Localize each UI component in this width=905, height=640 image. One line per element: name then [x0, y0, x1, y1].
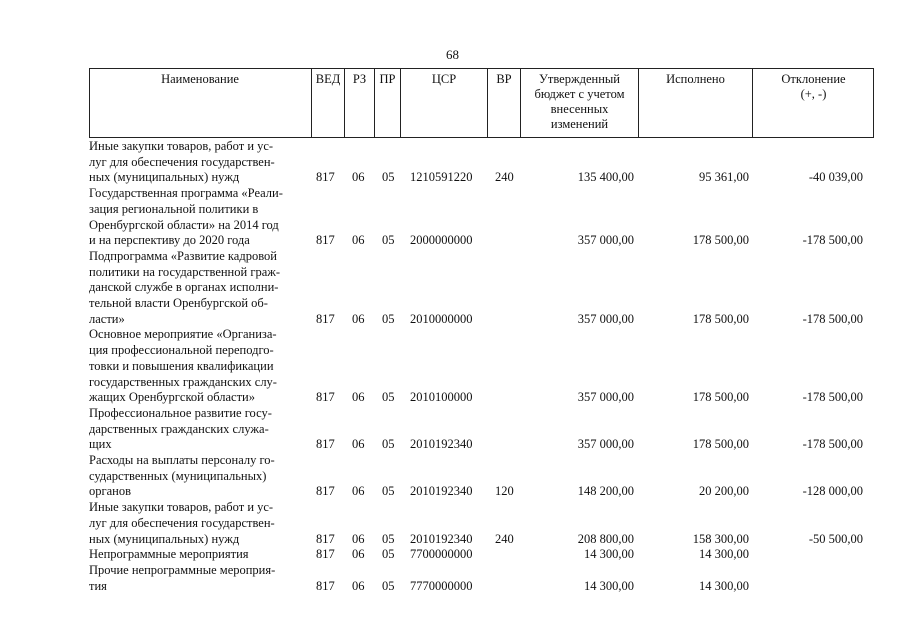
table-header — [89, 68, 874, 138]
cell-ved: 817 — [316, 531, 335, 546]
cell-rz: 06 — [352, 484, 365, 499]
cell-vr: 120 — [495, 484, 514, 499]
header-name: Наименование — [161, 72, 239, 86]
cell-pr: 05 — [382, 233, 395, 248]
cell-pr: 05 — [382, 531, 395, 546]
table-row — [89, 453, 889, 500]
cell-vr: 240 — [495, 170, 514, 185]
row-name: Государственная программа «Реали- зация региональной политики в Оренбургской области» на 2014 год и на перспективу до 2020 года — [89, 186, 283, 248]
cell-deviation: -178 500,00 — [802, 233, 863, 248]
row-name: Иные закупки товаров, работ и ус- луг для обеспечения государствен- ных (муниципальных) нужд — [89, 139, 275, 185]
table-row — [89, 139, 889, 186]
cell-pr: 05 — [382, 390, 395, 405]
cell-approved: 14 300,00 — [584, 578, 634, 593]
table-row — [89, 186, 889, 249]
cell-executed: 95 361,00 — [699, 170, 749, 185]
cell-approved: 208 800,00 — [577, 531, 634, 546]
table-row — [89, 327, 889, 406]
row-name: Иные закупки товаров, работ и ус- луг для обеспечения государствен- ных (муниципальных) нужд — [89, 500, 275, 546]
cell-ved: 817 — [316, 578, 335, 593]
header-csr: ЦСР — [400, 68, 487, 138]
cell-approved: 14 300,00 — [584, 547, 634, 562]
cell-vr: 240 — [495, 531, 514, 546]
cell-rz: 06 — [352, 437, 365, 452]
cell-approved: 357 000,00 — [577, 233, 634, 248]
cell-pr: 05 — [382, 484, 395, 499]
table-row — [89, 406, 889, 453]
cell-rz: 06 — [352, 390, 365, 405]
cell-ved: 817 — [316, 170, 335, 185]
cell-csr: 1210591220 — [410, 170, 473, 185]
cell-deviation: -50 500,00 — [808, 531, 863, 546]
cell-deviation: -178 500,00 — [802, 311, 863, 326]
table-row — [89, 500, 889, 547]
cell-executed: 158 300,00 — [692, 531, 749, 546]
cell-approved: 357 000,00 — [577, 311, 634, 326]
cell-rz: 06 — [352, 311, 365, 326]
cell-rz: 06 — [352, 531, 365, 546]
cell-rz: 06 — [352, 547, 365, 562]
header-vr: ВР — [487, 68, 520, 138]
header-ved: ВЕД — [311, 68, 344, 138]
cell-csr: 7700000000 — [410, 547, 473, 562]
cell-csr: 2000000000 — [410, 233, 473, 248]
cell-executed: 178 500,00 — [692, 390, 749, 405]
cell-rz: 06 — [352, 233, 365, 248]
header-approved: Утвержденный бюджет с учетом внесенных изменений — [520, 68, 638, 138]
cell-approved: 357 000,00 — [577, 390, 634, 405]
cell-deviation: -128 000,00 — [802, 484, 863, 499]
cell-pr: 05 — [382, 578, 395, 593]
cell-csr: 2010000000 — [410, 311, 473, 326]
cell-ved: 817 — [316, 437, 335, 452]
cell-csr: 2010192340 — [410, 437, 473, 452]
cell-deviation: -178 500,00 — [802, 437, 863, 452]
cell-ved: 817 — [316, 311, 335, 326]
cell-ved: 817 — [316, 547, 335, 562]
cell-csr: 2010192340 — [410, 484, 473, 499]
row-name: Прочие непрограммные мероприя- тия — [89, 562, 276, 593]
table-row — [89, 249, 889, 328]
cell-pr: 05 — [382, 311, 395, 326]
row-name: Непрограммные мероприятия — [89, 547, 249, 562]
cell-approved: 357 000,00 — [577, 437, 634, 452]
cell-executed: 14 300,00 — [699, 578, 749, 593]
table-body — [89, 139, 889, 594]
row-name: Расходы на выплаты персоналу го- сударственных (муниципальных) органов — [89, 453, 275, 499]
cell-rz: 06 — [352, 170, 365, 185]
header-rz: РЗ — [344, 68, 374, 138]
table-row — [89, 563, 889, 594]
cell-approved: 148 200,00 — [577, 484, 634, 499]
cell-pr: 05 — [382, 437, 395, 452]
cell-approved: 135 400,00 — [577, 170, 634, 185]
cell-deviation: -178 500,00 — [802, 390, 863, 405]
cell-ved: 817 — [316, 233, 335, 248]
header-executed: Исполнено — [638, 68, 752, 138]
cell-pr: 05 — [382, 547, 395, 562]
cell-ved: 817 — [316, 390, 335, 405]
row-name: Основное мероприятие «Организа- ция профессиональной переподго- товки и повышения квалификации государственных гражданских слу- жащих Оренбургской области» — [89, 327, 277, 405]
cell-executed: 178 500,00 — [692, 233, 749, 248]
cell-csr: 2010192340 — [410, 531, 473, 546]
cell-pr: 05 — [382, 170, 395, 185]
header-deviation: Отклонение (+, -) — [752, 68, 874, 138]
cell-executed: 178 500,00 — [692, 437, 749, 452]
header-pr: ПР — [374, 68, 400, 138]
cell-ved: 817 — [316, 484, 335, 499]
row-name: Подпрограмма «Развитие кадровой политики на государственной граж- данской службе в органах исполни- тельной власти Оренбургской об- ласти» — [89, 248, 281, 326]
cell-csr: 7770000000 — [410, 578, 473, 593]
cell-rz: 06 — [352, 578, 365, 593]
table-row — [89, 547, 889, 563]
row-name: Профессиональное развитие госу- дарственных гражданских служа- щих — [89, 405, 272, 452]
cell-executed: 178 500,00 — [692, 311, 749, 326]
cell-deviation: -40 039,00 — [808, 170, 863, 185]
cell-executed: 20 200,00 — [699, 484, 749, 499]
cell-executed: 14 300,00 — [699, 547, 749, 562]
cell-csr: 2010100000 — [410, 390, 473, 405]
page-number: 68 — [446, 47, 459, 62]
